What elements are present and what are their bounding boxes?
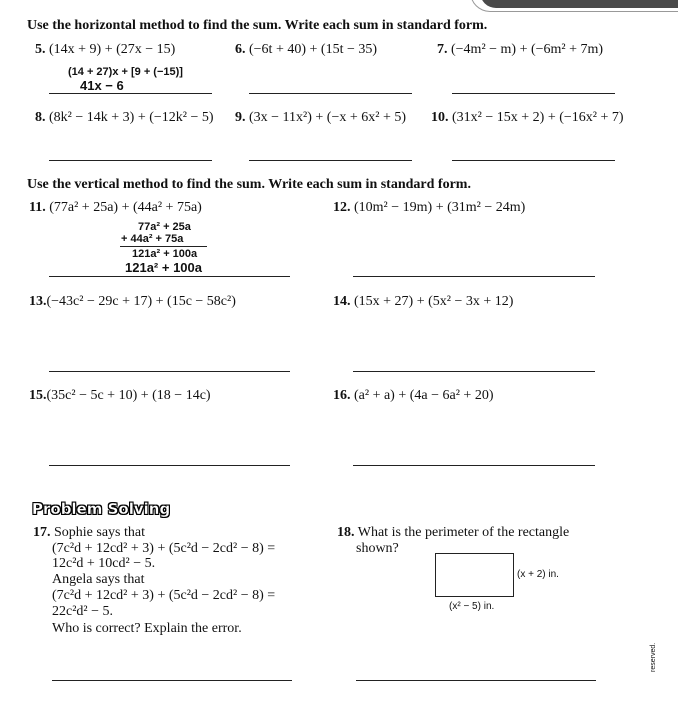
problem-11-line3: 121a² + 100a bbox=[132, 248, 198, 260]
vertical-instructions: Use the vertical method to find the sum. Write each sum in standard form. bbox=[27, 177, 471, 192]
problem-solving-heading: Problem Solving bbox=[32, 500, 171, 518]
answer-line-13[interactable] bbox=[49, 371, 290, 372]
answer-line-16[interactable] bbox=[353, 465, 595, 466]
problem-17-line4: Angela says that bbox=[52, 572, 145, 587]
problem-14: 14. (15x + 27) + (5x² − 3x + 12) bbox=[333, 294, 514, 309]
problem-7: 7. (−4m² − m) + (−6m² + 7m) bbox=[437, 42, 604, 57]
answer-line-9[interactable] bbox=[249, 160, 412, 161]
problem-10: 10. (31x² − 15x + 2) + (−16x² + 7) bbox=[431, 110, 624, 125]
answer-line-12[interactable] bbox=[353, 276, 595, 277]
rectangle-figure bbox=[435, 553, 514, 597]
answer-line-10[interactable] bbox=[452, 160, 615, 161]
header-banner-outline bbox=[470, 0, 678, 12]
problem-17-line5: (7c²d + 12cd² + 3) + (5c²d − 2cd² − 8) = bbox=[52, 588, 276, 603]
problem-15: 15.(35c² − 5c + 10) + (18 − 14c) bbox=[29, 388, 211, 403]
answer-line-7[interactable] bbox=[452, 93, 615, 94]
answer-line-14[interactable] bbox=[353, 371, 595, 372]
problem-5-answer: 41x − 6 bbox=[80, 78, 124, 93]
answer-line-8[interactable] bbox=[49, 160, 212, 161]
problem-12: 12. (10m² − 19m) + (31m² − 24m) bbox=[333, 200, 526, 215]
problem-5-work: (14 + 27)x + [9 + (−15)] bbox=[68, 66, 183, 78]
problem-11-line1: 77a² + 25a bbox=[138, 221, 191, 233]
problem-18-intro: 18. What is the perimeter of the rectangle bbox=[337, 525, 570, 540]
problem-17-line2: (7c²d + 12cd² + 3) + (5c²d − 2cd² − 8) = bbox=[52, 541, 276, 556]
problem-17-intro: 17. Sophie says that bbox=[33, 525, 145, 540]
problem-6: 6. (−6t + 40) + (15t − 35) bbox=[235, 42, 378, 57]
answer-line-15[interactable] bbox=[49, 465, 290, 466]
problem-17-line6: 22c²d² − 5. bbox=[52, 604, 114, 619]
sum-rule-11 bbox=[120, 246, 207, 247]
problem-9: 9. (3x − 11x²) + (−x + 6x² + 5) bbox=[235, 110, 407, 125]
horizontal-instructions: Use the horizontal method to find the sum. Write each sum in standard form. bbox=[27, 18, 488, 33]
answer-line-11[interactable] bbox=[49, 276, 290, 277]
problem-13: 13.(−43c² − 29c + 17) + (15c − 58c²) bbox=[29, 294, 236, 309]
rectangle-bottom-label: (x² − 5) in. bbox=[449, 601, 495, 612]
answer-line-5[interactable] bbox=[49, 93, 212, 94]
problem-17-line7: Who is correct? Explain the error. bbox=[52, 621, 242, 636]
problem-8: 8. (8k² − 14k + 3) + (−12k² − 5) bbox=[35, 110, 214, 125]
problem-17-line3: 12c²d + 10cd² − 5. bbox=[52, 556, 156, 571]
problem-18-line2: shown? bbox=[356, 541, 399, 556]
answer-line-18[interactable] bbox=[356, 680, 596, 681]
problem-11-line2: + 44a² + 75a bbox=[121, 233, 184, 245]
copyright-side-text: reserved. bbox=[650, 642, 657, 672]
rectangle-side-label: (x + 2) in. bbox=[517, 569, 559, 580]
answer-line-6[interactable] bbox=[249, 93, 412, 94]
problem-11: 11. (77a² + 25a) + (44a² + 75a) bbox=[29, 200, 202, 215]
problem-16: 16. (a² + a) + (4a − 6a² + 20) bbox=[333, 388, 494, 403]
problem-5: 5. (14x + 9) + (27x − 15) bbox=[35, 42, 176, 57]
problem-11-answer: 121a² + 100a bbox=[125, 260, 202, 275]
answer-line-17[interactable] bbox=[52, 680, 292, 681]
